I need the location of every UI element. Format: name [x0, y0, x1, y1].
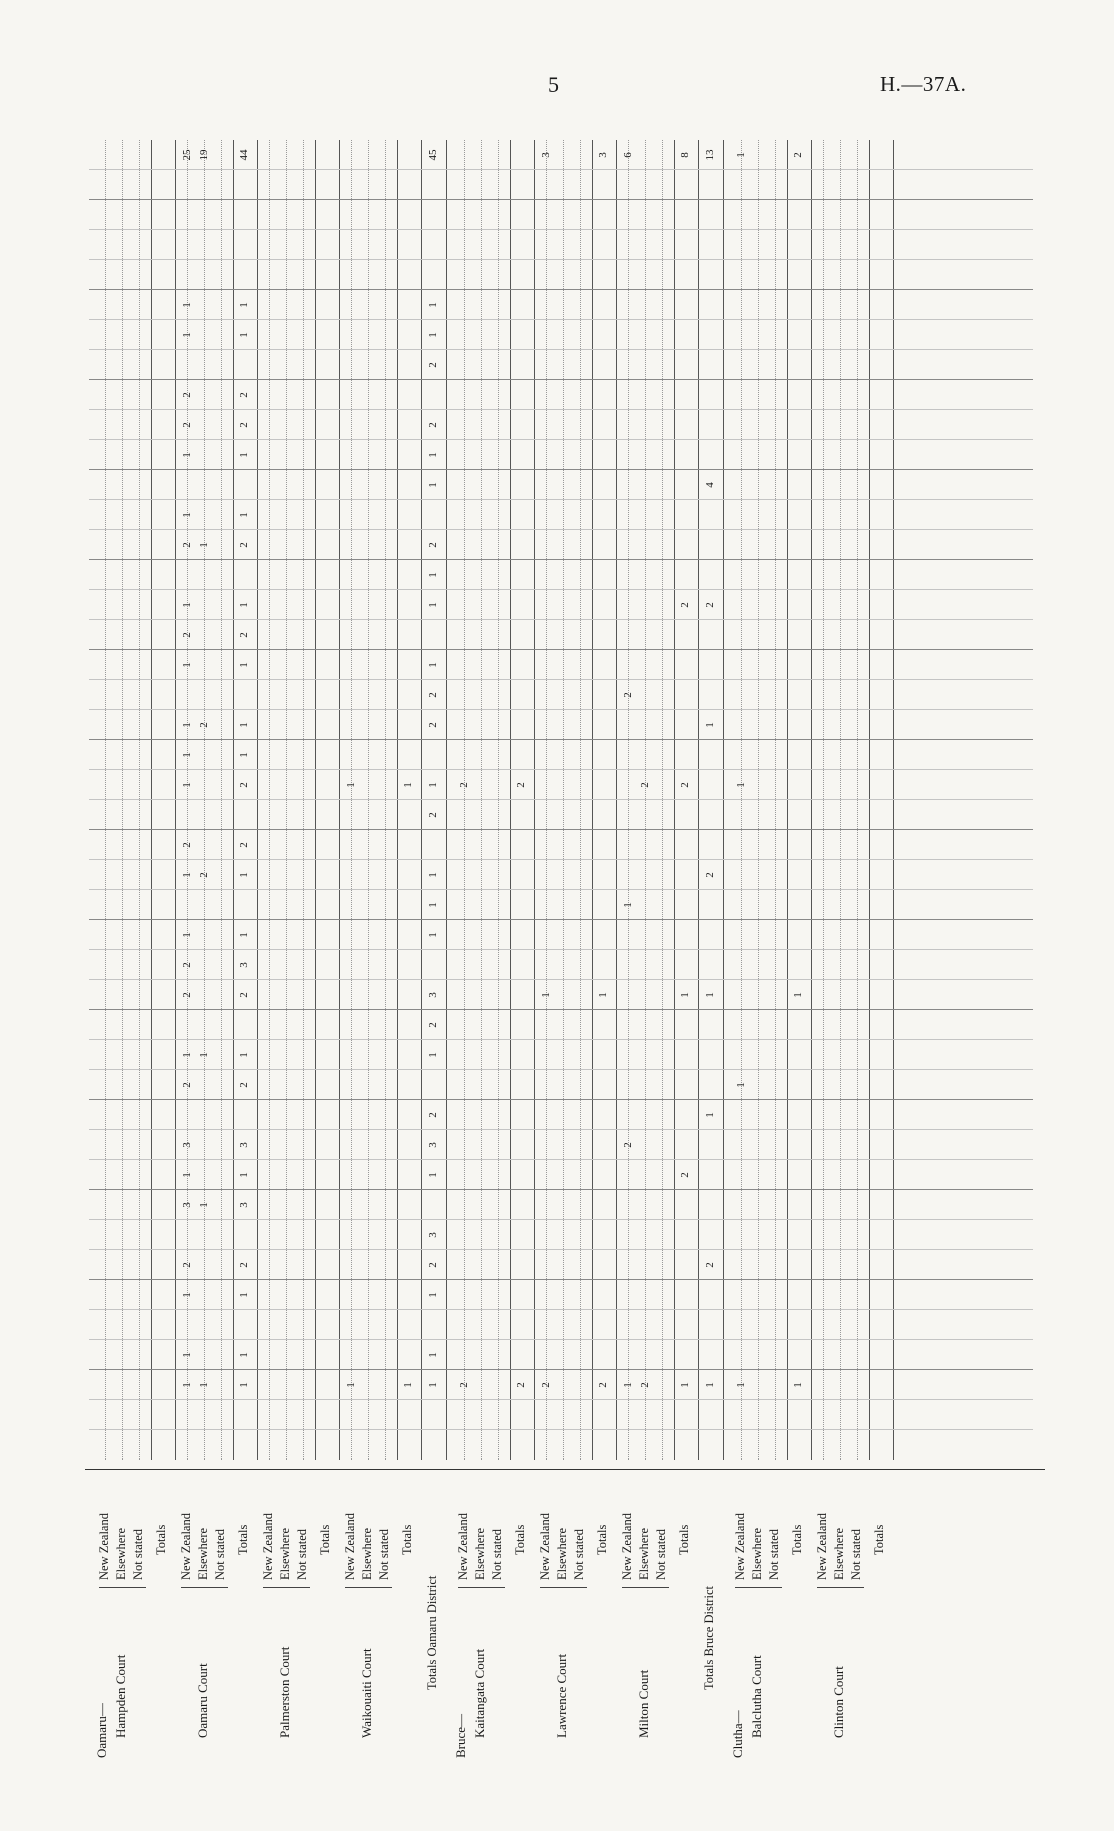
- district-name: Bruce—: [453, 1713, 468, 1758]
- column-rule: [89, 1159, 1033, 1160]
- column-rule: [89, 499, 1033, 500]
- court-separator: [257, 140, 258, 1460]
- court-name: Milton Court: [636, 1669, 651, 1738]
- totals-rule: [674, 140, 675, 1460]
- origin-label: New Zealand: [456, 1513, 470, 1580]
- court-separator: [811, 140, 812, 1460]
- district-totals-label: Totals Bruce District: [702, 1586, 716, 1690]
- court-separator: [175, 140, 176, 1460]
- column-rule: [89, 289, 1033, 290]
- district-separator: [446, 140, 447, 1460]
- table-cell: 1: [704, 722, 716, 728]
- totals-rule: [869, 140, 870, 1460]
- totals-rule: [510, 140, 511, 1460]
- totals-rule: [315, 140, 316, 1460]
- court-brace: [540, 1587, 587, 1588]
- leader-dots: [580, 140, 581, 1460]
- table-cell: 1: [181, 1382, 193, 1388]
- value-grid: [85, 140, 1045, 1460]
- column-rule: [89, 589, 1033, 590]
- table-cell: 2: [427, 1112, 439, 1118]
- column-rule: [89, 889, 1033, 890]
- court-totals-label: Totals: [400, 1524, 414, 1555]
- table-cell: 3: [597, 152, 609, 158]
- column-rule: [89, 859, 1033, 860]
- leader-dots: [563, 140, 564, 1460]
- table-cell: 1: [238, 872, 250, 878]
- row-label-column: [85, 1470, 1045, 1760]
- column-rule: [89, 1099, 1033, 1100]
- table-cell: 1: [238, 512, 250, 518]
- origin-label: Elsewhere: [278, 1527, 292, 1580]
- leader-dots: [758, 140, 759, 1460]
- leader-dots: [775, 140, 776, 1460]
- leader-dots: [351, 140, 352, 1460]
- table-cell: 1: [181, 452, 193, 458]
- table-cell: 1: [622, 902, 634, 908]
- table-cell: 2: [181, 392, 193, 398]
- origin-label: Elsewhere: [114, 1527, 128, 1580]
- table-cell: 1: [181, 872, 193, 878]
- table-cell: 1: [792, 1382, 804, 1388]
- table-cell: 1: [198, 1202, 210, 1208]
- column-rule: [89, 919, 1033, 920]
- table-cell: 2: [515, 1382, 527, 1388]
- leader-dots: [662, 140, 663, 1460]
- table-cell: 1: [427, 932, 439, 938]
- table-cell: 1: [679, 992, 691, 998]
- table-cell: 2: [679, 602, 691, 608]
- court-brace: [181, 1587, 228, 1588]
- court-name: Clinton Court: [831, 1666, 846, 1738]
- court-separator: [534, 140, 535, 1460]
- table-cell: 1: [735, 1082, 747, 1088]
- table-cell: 1: [181, 1172, 193, 1178]
- leader-dots: [628, 140, 629, 1460]
- column-rule: [89, 1369, 1033, 1370]
- column-rule: [89, 1189, 1033, 1190]
- table-cell: 2: [181, 842, 193, 848]
- court-separator: [421, 140, 422, 1460]
- table-cell: 2: [427, 692, 439, 698]
- column-rule: [89, 349, 1033, 350]
- court-name: Kaitangata Court: [472, 1648, 487, 1738]
- table-cell: 2: [622, 1142, 634, 1148]
- table-cell: 1: [198, 1052, 210, 1058]
- label-column-rule: [85, 1469, 1045, 1470]
- district-name: Oamaru—: [94, 1703, 109, 1758]
- leader-dots: [741, 140, 742, 1460]
- table-cell: 2: [198, 722, 210, 728]
- origin-label: Not stated: [295, 1528, 309, 1580]
- origin-label: Not stated: [213, 1528, 227, 1580]
- column-rule: [89, 1339, 1033, 1340]
- origin-label: Not stated: [849, 1528, 863, 1580]
- table-cell: 3: [181, 1142, 193, 1148]
- document-reference: H.—37A.: [880, 72, 967, 96]
- leader-dots: [546, 140, 547, 1460]
- table-cell: 1: [735, 152, 747, 158]
- table-cell: 1: [427, 1052, 439, 1058]
- table-cell: 2: [540, 1382, 552, 1388]
- table-cell: 44: [238, 149, 250, 161]
- table-cell: 1: [427, 902, 439, 908]
- court-separator: [616, 140, 617, 1460]
- table-cell: 1: [427, 662, 439, 668]
- table-cell: 1: [735, 1382, 747, 1388]
- table-cell: 2: [427, 1262, 439, 1268]
- table-cell: 2: [181, 1082, 193, 1088]
- table-cell: 2: [704, 872, 716, 878]
- table-cell: 2: [427, 542, 439, 548]
- table-cell: 1: [427, 1382, 439, 1388]
- court-totals-label: Totals: [872, 1524, 886, 1555]
- origin-label: New Zealand: [97, 1513, 111, 1580]
- origin-label: New Zealand: [815, 1513, 829, 1580]
- origin-label: New Zealand: [620, 1513, 634, 1580]
- table-cell: 2: [427, 722, 439, 728]
- table-cell: 3: [427, 1142, 439, 1148]
- table-cell: 25: [181, 149, 193, 161]
- table-cell: 1: [181, 512, 193, 518]
- table-cell: 1: [427, 1292, 439, 1298]
- table-cell: 2: [238, 422, 250, 428]
- table-cell: 1: [181, 782, 193, 788]
- table-cell: 3: [181, 1202, 193, 1208]
- origin-label: Not stated: [131, 1528, 145, 1580]
- rotated-table: [85, 140, 1045, 1760]
- court-brace: [345, 1587, 392, 1588]
- origin-label: Not stated: [654, 1528, 668, 1580]
- table-cell: 1: [345, 1382, 357, 1388]
- column-rule: [89, 1069, 1033, 1070]
- origin-label: New Zealand: [179, 1513, 193, 1580]
- column-rule: [89, 1399, 1033, 1400]
- table-cell: 1: [427, 602, 439, 608]
- column-rule: [89, 649, 1033, 650]
- origin-label: Elsewhere: [750, 1527, 764, 1580]
- origin-label: Elsewhere: [637, 1527, 651, 1580]
- table-cell: 2: [238, 1082, 250, 1088]
- table-cell: 3: [238, 1202, 250, 1208]
- table-cell: 1: [679, 1382, 691, 1388]
- origin-label: Elsewhere: [555, 1527, 569, 1580]
- table-cell: 19: [198, 149, 210, 161]
- table-cell: 1: [402, 782, 414, 788]
- table-cell: 1: [427, 782, 439, 788]
- totals-rule: [151, 140, 152, 1460]
- column-rule: [89, 409, 1033, 410]
- table-cell: 1: [181, 1052, 193, 1058]
- court-name: Balclutha Court: [749, 1655, 764, 1738]
- table-cell: 1: [238, 722, 250, 728]
- table-cell: 2: [639, 782, 651, 788]
- table-cell: 1: [181, 302, 193, 308]
- table-cell: 1: [238, 1382, 250, 1388]
- table-cell: 1: [238, 662, 250, 668]
- court-brace: [263, 1587, 310, 1588]
- leader-dots: [857, 140, 858, 1460]
- table-cell: 1: [427, 572, 439, 578]
- leader-dots: [464, 140, 465, 1460]
- table-cell: 1: [198, 1382, 210, 1388]
- table-cell: 2: [427, 422, 439, 428]
- leader-dots: [840, 140, 841, 1460]
- table-cell: 1: [238, 932, 250, 938]
- court-brace: [735, 1587, 782, 1588]
- table-cell: 8: [679, 152, 691, 158]
- origin-label: Not stated: [767, 1528, 781, 1580]
- court-name: Waikouaiti Court: [359, 1648, 374, 1738]
- court-totals-label: Totals: [513, 1524, 527, 1555]
- court-totals-label: Totals: [236, 1524, 250, 1555]
- table-cell: 1: [704, 992, 716, 998]
- table-cell: 1: [427, 482, 439, 488]
- leader-dots: [823, 140, 824, 1460]
- table-cell: 1: [181, 722, 193, 728]
- table-cell: 2: [427, 1022, 439, 1028]
- leader-dots: [286, 140, 287, 1460]
- origin-label: Elsewhere: [360, 1527, 374, 1580]
- table-cell: 1: [238, 1352, 250, 1358]
- leader-dots: [139, 140, 140, 1460]
- table-cell: 2: [181, 962, 193, 968]
- table-cell: 1: [238, 602, 250, 608]
- column-rule: [89, 739, 1033, 740]
- table-cell: 2: [639, 1382, 651, 1388]
- court-totals-label: Totals: [154, 1524, 168, 1555]
- column-rule: [89, 529, 1033, 530]
- court-separator: [339, 140, 340, 1460]
- origin-label: Not stated: [377, 1528, 391, 1580]
- origin-label: Elsewhere: [196, 1527, 210, 1580]
- column-rule: [89, 169, 1033, 170]
- table-cell: 2: [597, 1382, 609, 1388]
- table-cell: 2: [238, 782, 250, 788]
- table-cell: 1: [735, 782, 747, 788]
- table-cell: 45: [427, 149, 439, 161]
- table-cell: 1: [427, 332, 439, 338]
- column-rule: [89, 679, 1033, 680]
- origin-label: Elsewhere: [832, 1527, 846, 1580]
- origin-label: New Zealand: [343, 1513, 357, 1580]
- court-brace: [817, 1587, 864, 1588]
- district-name: Clutha—: [730, 1710, 745, 1758]
- column-rule: [89, 259, 1033, 260]
- table-cell: 2: [181, 542, 193, 548]
- table-cell: 1: [181, 1352, 193, 1358]
- table-cell: 2: [181, 992, 193, 998]
- origin-label: Elsewhere: [473, 1527, 487, 1580]
- leader-dots: [204, 140, 205, 1460]
- column-rule: [89, 1249, 1033, 1250]
- column-rule: [89, 319, 1033, 320]
- column-rule: [89, 829, 1033, 830]
- table-cell: 1: [238, 1292, 250, 1298]
- table-cell: 1: [238, 1052, 250, 1058]
- column-rule: [89, 559, 1033, 560]
- origin-label: New Zealand: [261, 1513, 275, 1580]
- totals-rule: [592, 140, 593, 1460]
- table-cell: 2: [458, 782, 470, 788]
- totals-rule: [233, 140, 234, 1460]
- table-cell: 2: [704, 1262, 716, 1268]
- table-cell: 2: [622, 692, 634, 698]
- leader-dots: [269, 140, 270, 1460]
- leader-dots: [385, 140, 386, 1460]
- table-cell: 1: [427, 872, 439, 878]
- table-cell: 3: [427, 1232, 439, 1238]
- column-rule: [89, 619, 1033, 620]
- table-cell: 1: [427, 1352, 439, 1358]
- table-cell: 1: [198, 542, 210, 548]
- column-rule: [89, 1279, 1033, 1280]
- table-cell: 2: [427, 362, 439, 368]
- table-cell: 3: [238, 1142, 250, 1148]
- court-name: Lawrence Court: [554, 1653, 569, 1738]
- leader-dots: [303, 140, 304, 1460]
- column-rule: [89, 1429, 1033, 1430]
- column-rule: [89, 379, 1033, 380]
- column-rule: [89, 799, 1033, 800]
- table-cell: 2: [181, 422, 193, 428]
- table-cell: 3: [238, 962, 250, 968]
- court-separator: [698, 140, 699, 1460]
- column-rule: [89, 229, 1033, 230]
- table-cell: 1: [345, 782, 357, 788]
- table-cell: 1: [540, 992, 552, 998]
- court-name: Oamaru Court: [195, 1663, 210, 1738]
- court-name: Palmerston Court: [277, 1646, 292, 1738]
- court-brace: [622, 1587, 669, 1588]
- origin-label: Not stated: [572, 1528, 586, 1580]
- table-cell: 2: [679, 1172, 691, 1178]
- table-cell: 1: [238, 302, 250, 308]
- court-brace: [458, 1587, 505, 1588]
- table-cell: 1: [427, 1172, 439, 1178]
- court-totals-label: Totals: [595, 1524, 609, 1555]
- table-cell: 1: [181, 332, 193, 338]
- leader-dots: [122, 140, 123, 1460]
- table-cell: 2: [238, 542, 250, 548]
- table-cell: 1: [622, 1382, 634, 1388]
- origin-label: Not stated: [490, 1528, 504, 1580]
- table-cell: 1: [792, 992, 804, 998]
- table-cell: 1: [238, 1172, 250, 1178]
- column-rule: [89, 769, 1033, 770]
- table-cell: 2: [515, 782, 527, 788]
- table-cell: 1: [427, 302, 439, 308]
- court-totals-label: Totals: [790, 1524, 804, 1555]
- table-cell: 2: [238, 992, 250, 998]
- table-cell: 2: [238, 1262, 250, 1268]
- table-cell: 1: [181, 602, 193, 608]
- column-rule: [89, 709, 1033, 710]
- table-cell: 4: [704, 482, 716, 488]
- column-rule: [89, 1129, 1033, 1130]
- table-cell: 2: [679, 782, 691, 788]
- table-cell: 6: [622, 152, 634, 158]
- column-rule: [89, 1309, 1033, 1310]
- column-rule: [89, 199, 1033, 200]
- table-cell: 1: [181, 752, 193, 758]
- leader-dots: [105, 140, 106, 1460]
- table-cell: 2: [792, 152, 804, 158]
- origin-label: New Zealand: [733, 1513, 747, 1580]
- leader-dots: [221, 140, 222, 1460]
- district-totals-label: Totals Oamaru District: [425, 1575, 439, 1690]
- table-cell: 1: [427, 452, 439, 458]
- table-cell: 1: [704, 1112, 716, 1118]
- court-totals-label: Totals: [677, 1524, 691, 1555]
- table-cell: 1: [238, 332, 250, 338]
- court-separator: [893, 140, 894, 1460]
- table-cell: 3: [427, 992, 439, 998]
- table-cell: 1: [181, 1292, 193, 1298]
- table-cell: 13: [704, 149, 716, 161]
- column-rule: [89, 949, 1033, 950]
- table-cell: 2: [238, 632, 250, 638]
- origin-label: New Zealand: [538, 1513, 552, 1580]
- column-rule: [89, 1009, 1033, 1010]
- totals-rule: [787, 140, 788, 1460]
- leader-dots: [481, 140, 482, 1460]
- table-cell: 1: [402, 1382, 414, 1388]
- totals-rule: [397, 140, 398, 1460]
- column-rule: [89, 1039, 1033, 1040]
- table-cell: 2: [181, 632, 193, 638]
- table-cell: 1: [238, 752, 250, 758]
- table-cell: 2: [198, 872, 210, 878]
- table-cell: 1: [704, 1382, 716, 1388]
- court-brace: [99, 1587, 146, 1588]
- leader-dots: [498, 140, 499, 1460]
- table-cell: 1: [238, 452, 250, 458]
- table-cell: 2: [238, 392, 250, 398]
- table-cell: 3: [540, 152, 552, 158]
- table-cell: 1: [181, 662, 193, 668]
- court-totals-label: Totals: [318, 1524, 332, 1555]
- leader-dots: [645, 140, 646, 1460]
- court-name: Hampden Court: [113, 1654, 128, 1738]
- table-cell: 2: [427, 812, 439, 818]
- table-cell: 1: [597, 992, 609, 998]
- column-rule: [89, 979, 1033, 980]
- table-cell: 2: [458, 1382, 470, 1388]
- table-cell: 2: [181, 1262, 193, 1268]
- page-number: 5: [548, 72, 559, 97]
- table-cell: 2: [238, 842, 250, 848]
- table-cell: 2: [704, 602, 716, 608]
- column-rule: [89, 1219, 1033, 1220]
- district-separator: [723, 140, 724, 1460]
- leader-dots: [368, 140, 369, 1460]
- column-rule: [89, 469, 1033, 470]
- column-rule: [89, 439, 1033, 440]
- table-cell: 1: [181, 932, 193, 938]
